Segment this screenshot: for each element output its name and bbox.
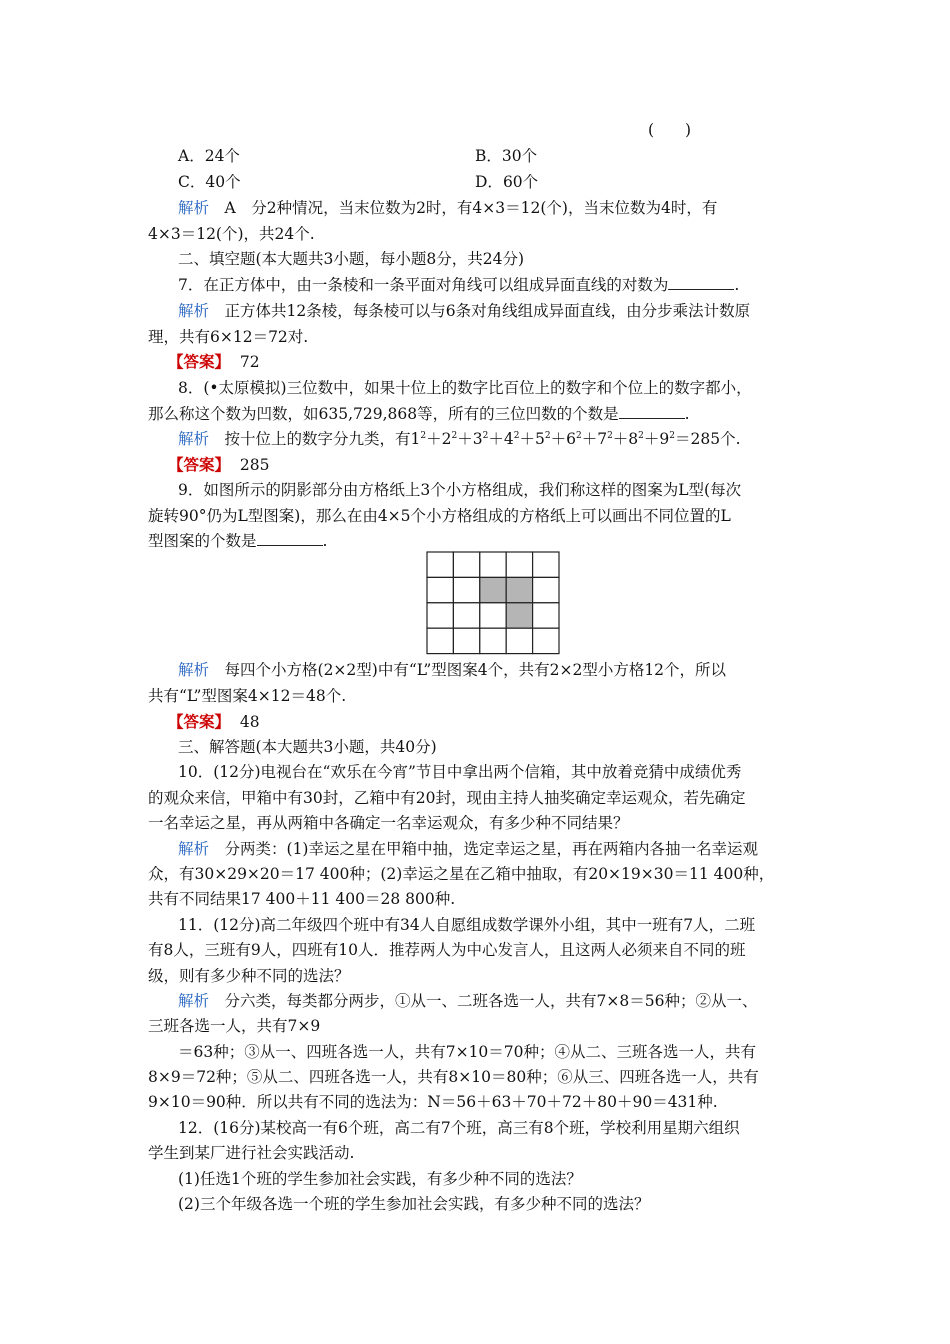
square-term: $+3^2$ [457, 430, 489, 448]
grid-cell [427, 628, 453, 653]
square-term: $+9^2$ [643, 430, 676, 448]
q7-stem: 7．在正方体中，由一条棱和一条平面对角线可以组成异面直线的对数为 . [178, 276, 740, 294]
grid-cell [453, 603, 479, 628]
answer-label: 【答案】 [168, 712, 231, 731]
grid-cell [506, 552, 532, 577]
q11-solution-line-3: ＝63种；③从一、四班各选一人，共有7×10＝70种；④从二、三班各选一人，共有 [178, 1043, 757, 1061]
q8-stem-line-1: 8．(•太原模拟)三位数中，如果十位上的数字比百位上的数字和个位上的数字都小， [178, 379, 752, 397]
grid-cell [453, 577, 479, 602]
solution-label: 解析 [178, 840, 210, 858]
grid-cell [427, 577, 453, 602]
answer-blank [619, 404, 685, 419]
q12-part-1: (1)任选1个班的学生参加社会实践，有多少种不同的选法？ [178, 1170, 582, 1188]
q9-stem-line-3: 型图案的个数是 . [148, 532, 328, 550]
q12-part-2: (2)三个年级各选一个班的学生参加社会实践，有多少种不同的选法？ [178, 1195, 650, 1213]
q6-option-c: C．40个 [178, 173, 241, 191]
q9-stem-line-2: 旋转90°仍为L型图案)，那么在由4×5个小方格组成的方格纸上可以画出不同位置的L [148, 507, 731, 525]
square-term: $+2^2$ [426, 430, 458, 448]
q6-answer-bracket: ( ) [648, 121, 692, 139]
q11-stem-line-1: 11．(12分)高二年级四个班中有34人自愿组成数学课外小组，其中一班有7人，二班 [178, 916, 756, 934]
shaded-grid-cell [480, 577, 506, 602]
q12-stem-line-1: 12．(16分)某校高一有6个班，高二有7个班，高三有8个班，学校利用星期六组织 [178, 1119, 740, 1137]
grid-cell [506, 628, 532, 653]
q11-solution-line-5: 9×10＝90种．所以共有不同的选法为：N＝56＋63＋70＋72＋80＋90＝431种. [148, 1093, 718, 1111]
solution-label: 解析 [178, 992, 210, 1010]
grid-cell [480, 628, 506, 653]
q12-stem-line-2: 学生到某厂进行社会实践活动. [148, 1144, 355, 1162]
q11-stem-line-3: 级，则有多少种不同的选法？ [148, 967, 350, 985]
grid-cell [533, 603, 559, 628]
square-term: $+6^2$ [550, 430, 582, 448]
solution-label: 解析 [178, 302, 210, 320]
q10-stem-line-1: 10．(12分)电视台在“欢乐在今宵”节目中拿出两个信箱，其中放着竞猜中成绩优秀 [178, 763, 742, 781]
answer-blank [668, 275, 734, 290]
q8-answer: 【答案】 285 [168, 455, 270, 474]
grid-cell [533, 552, 559, 577]
solution-label: 解析 [178, 199, 210, 217]
q10-solution-line-2: 众，有30×29×20＝17 400种；(2)幸运之星在乙箱中抽取，有20×19×30＝11 400种， [148, 865, 775, 883]
q9-solution-line-1: 解析 每四个小方格(2×2型)中有“L”型图案4个，共有2×2型小方格12个，所以 [178, 661, 727, 679]
grid-cell [453, 552, 479, 577]
q10-solution-line-3: 共有不同结果17 400＋11 400＝28 800种. [148, 890, 456, 908]
q9-stem-line-1: 9．如图所示的阴影部分由方格纸上3个小方格组成，我们称这样的图案为L型(每次 [178, 481, 742, 499]
q8-solution: 解析 按十位上的数字分九类，有$1^2+2^2+3^2+4^2+5^2+6^2+7^2+8^2+9^2=285$个. [178, 430, 741, 448]
q6-option-b: B．30个 [475, 147, 538, 165]
squares-sum [411, 430, 675, 448]
q9-answer: 【答案】 48 [168, 712, 260, 731]
q8-stem-line-2: 那么称这个数为凹数，如635,729,868等，所有的三位凹数的个数是 . [148, 405, 690, 423]
square-term: $1^2$ [410, 430, 427, 448]
shaded-grid-cell [506, 603, 532, 628]
q9-solution-line-2: 共有“L”型图案4×12＝48个. [148, 687, 347, 705]
grid-cell [533, 628, 559, 653]
section-3-heading: 三、解答题(本大题共3小题，共40分) [178, 738, 437, 756]
q11-solution-line-2: 三班各选一人，共有7×9 [148, 1017, 321, 1035]
solution-label: 解析 [178, 430, 210, 448]
l-shape-grid-figure [426, 551, 560, 655]
grid-cell [427, 603, 453, 628]
q6-option-d: D．60个 [475, 173, 539, 191]
q10-stem-line-3: 一名幸运之星，再从两箱中各确定一名幸运观众，有多少种不同结果？ [148, 814, 629, 832]
q10-stem-line-2: 的观众来信，甲箱中有30封，乙箱中有20封，现由主持人抽奖确定幸运观众，若先确定 [148, 789, 746, 807]
square-term: $+5^2$ [519, 430, 551, 448]
grid-cell [453, 628, 479, 653]
square-term: $+8^2$ [612, 430, 644, 448]
section-2-heading: 二、填空题(本大题共3小题，每小题8分，共24分) [178, 250, 525, 268]
shaded-grid-cell [506, 577, 532, 602]
answer-label: 【答案】 [168, 455, 231, 474]
grid-cell [533, 577, 559, 602]
answer-blank [257, 531, 323, 546]
q11-solution-line-4: 8×9＝72种；⑤从二、四班各选一人，共有8×10＝80种；⑥从三、四班各选一人，共有 [148, 1068, 759, 1086]
q7-solution-line-1: 解析 正方体共12条棱，每条棱可以与6条对角线组成异面直线，由分步乘法计数原 [178, 302, 751, 320]
square-term: $+7^2$ [581, 430, 613, 448]
q6-solution-line-1: 解析 A 分2种情况，当末位数为2时，有4×3＝12(个)，当末位数为4时，有 [178, 199, 718, 217]
grid-cell [480, 603, 506, 628]
q11-stem-line-2: 有8人，三班有9人，四班有10人．推荐两人为中心发言人，且这两人必须来自不同的班 [148, 941, 746, 959]
answer-label: 【答案】 [168, 352, 231, 371]
grid-cell [480, 552, 506, 577]
grid-cell [427, 552, 453, 577]
solution-label: 解析 [178, 661, 210, 679]
q7-answer: 【答案】 72 [168, 352, 260, 371]
square-term: $+4^2$ [488, 430, 520, 448]
q11-solution-line-1: 解析 分六类，每类都分两步，①从一、二班各选一人，共有7×8＝56种；②从一、 [178, 992, 758, 1010]
q10-solution-line-1: 解析 分两类：(1)幸运之星在甲箱中抽，选定幸运之星，再在两箱内各抽一名幸运观 [178, 840, 758, 858]
q6-solution-line-2: 4×3＝12(个)，共24个. [148, 225, 315, 243]
q7-solution-line-2: 理，共有6×12＝72对. [148, 328, 309, 346]
q6-option-a: A．24个 [178, 147, 240, 165]
